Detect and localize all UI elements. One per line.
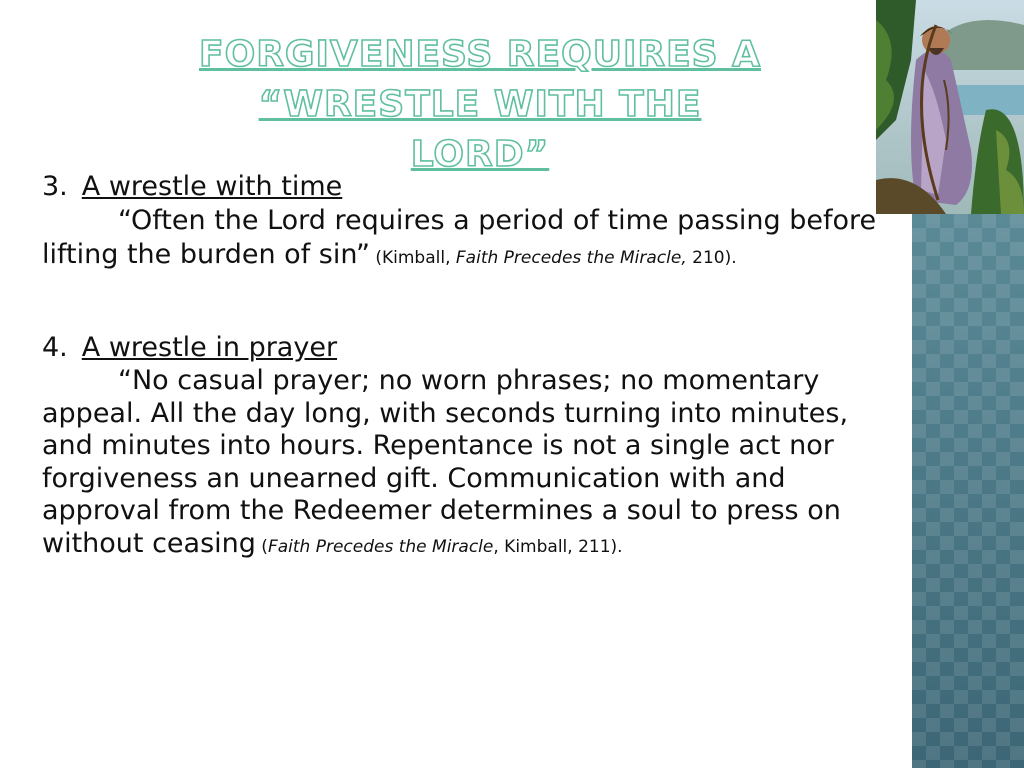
title-line-2: “WRESTLE WITH THE LORD”	[258, 84, 702, 175]
section-heading	[42, 331, 892, 365]
citation-close: , Kimball, 211).	[493, 536, 623, 557]
citation-title: Faith Precedes the Miracle	[267, 536, 494, 557]
section-quote	[42, 365, 892, 563]
page-title	[190, 30, 770, 180]
slide-body	[42, 170, 892, 563]
painting-image	[876, 0, 1024, 214]
section-title: A wrestle in prayer	[81, 332, 338, 363]
citation-open: (Kimball,	[369, 248, 456, 268]
quote-text: “No casual prayer; no worn phrases; no momentary appeal. All the day long, with seconds turning into minutes, and minutes into hours. Repentance is not a single act nor forgiveness an unearned gift. Communication with and approval from the Redeemer determines a soul to press on without ceasing	[42, 365, 849, 559]
citation-title: Faith Precedes the Miracle,	[455, 248, 687, 268]
section-title: A wrestle with time	[81, 171, 343, 202]
section-heading	[42, 170, 892, 204]
section-number: 3.	[42, 171, 68, 202]
section-number: 4.	[42, 332, 68, 363]
citation	[370, 248, 737, 268]
citation-close: 210).	[686, 248, 737, 268]
decorative-side-panel	[912, 214, 1024, 768]
citation	[256, 537, 623, 557]
title-line-1: FORGIVENESS REQUIRES A	[199, 34, 761, 75]
painting-of-praying-man-with-bow-icon	[876, 0, 1024, 214]
quote-text: “Often the Lord requires a period of time passing before lifting the burden of sin”	[42, 205, 877, 270]
section-quote	[42, 204, 892, 275]
citation-open: (	[255, 536, 268, 557]
